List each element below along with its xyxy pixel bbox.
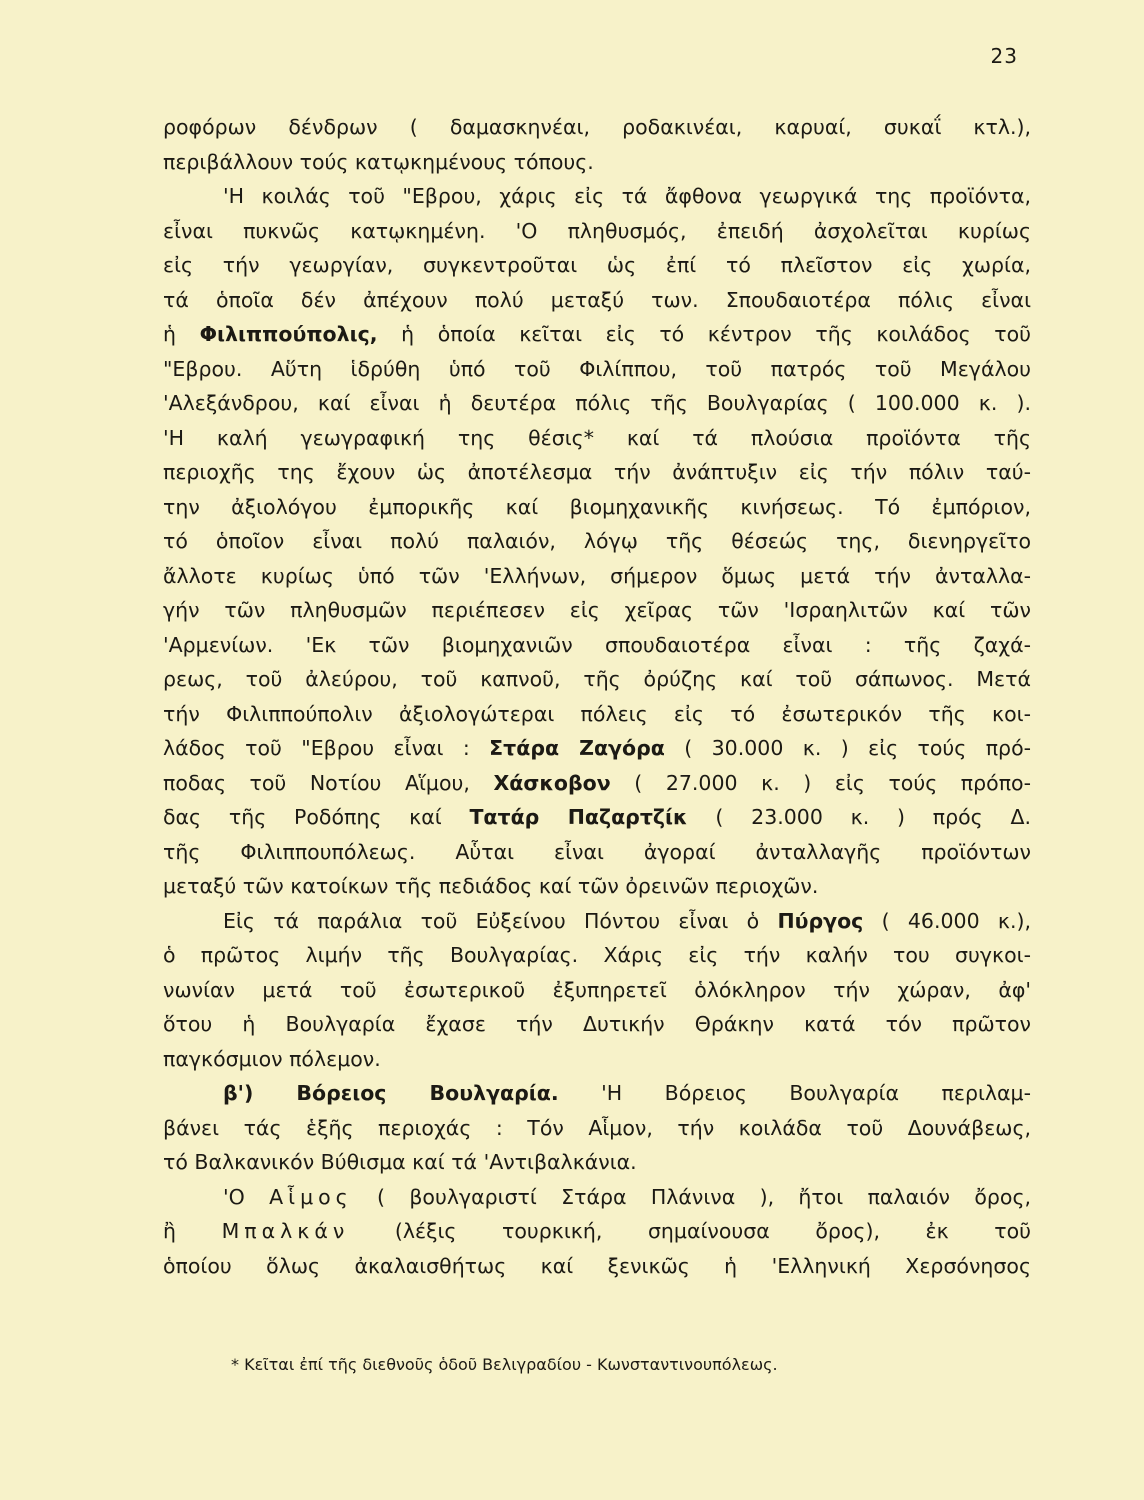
body-text [163, 110, 1031, 1283]
text-line: 'Ο Αἷμος ( βουλγαριστί Στάρα Πλάνινα ), ἤτοι παλαιόν ὄρος, [223, 1184, 1031, 1209]
text-line: εἶναι πυκνῶς κατῳκημένη. 'Ο πληθυσμός, ἐπειδή ἀσχολεῖται κυρίως [163, 218, 1031, 243]
footnote: * Κεῖται ἐπί τῆς διεθνοῦς ὁδοῦ Βελιγραδίου - Κωνσταντινουπόλεως. [231, 1355, 778, 1374]
text-line: β') Βόρειος Βουλγαρία. 'Η Βόρειος Βουλγαρία περιλαμ- [223, 1081, 1032, 1105]
text-line: Εἰς τά παράλια τοῦ Εὐξείνου Πόντου εἶναι ὁ Πύργος ( 46.000 κ.), [223, 908, 1032, 933]
page-number: 23 [990, 44, 1018, 68]
text-line: ὅτου ἡ Βουλγαρία ἔχασε τήν Δυτικήν Θράκην κατά τόν πρῶτον [163, 1012, 1031, 1036]
text-line: τῆς Φιλιππουπόλεως. Αὗται εἶναι ἀγοραί ἀνταλλαγῆς προϊόντων [163, 839, 1031, 864]
text-line: 'Αρμενίων. 'Εκ τῶν βιομηχανιῶν σπουδαιοτέρα εἶναι : τῆς ζαχά- [163, 632, 1031, 657]
text-line: εἰς τήν γεωργίαν, συγκεντροῦται ὡς ἐπί τό πλεῖστον εἰς χωρία, [163, 253, 1031, 277]
text-line: ἡ Φιλιππούπολις, ἡ ὁποία κεῖται εἰς τό κέντρον τῆς κοιλάδος τοῦ [163, 322, 1031, 346]
place-name-philippoupolis: Φιλιππούπολις, [199, 322, 378, 346]
text-line: παγκόσμιον πόλεμον. [163, 1046, 381, 1071]
text-line: νωνίαν μετά τοῦ ἐσωτερικοῦ ἐξυπηρετεῖ ὁλόκληρον τήν χώραν, ἀφ' [163, 977, 1031, 1002]
text-line: λάδος τοῦ "Εβρου εἶναι : Στάρα Ζαγόρα ( 30.000 κ. ) εἰς τούς πρό- [163, 736, 1032, 760]
text-line: ὁ πρῶτος λιμήν τῆς Βουλγαρίας. Χάρις εἰς τήν καλήν του συγκοι- [163, 943, 1031, 967]
text-line: τήν Φιλιππούπολιν ἀξιολογώτεραι πόλεις εἰς τό ἐσωτερικόν τῆς κοι- [163, 701, 1031, 726]
section-heading-north-bulgaria: β') Βόρειος Βουλγαρία. [223, 1081, 559, 1105]
place-name-pyrgos: Πύργος [777, 908, 864, 933]
term-aimos: Αἷμος [269, 1184, 353, 1209]
text-line: τό ὁποῖον εἶναι πολύ παλαιόν, λόγῳ τῆς θέσεώς της, διενηργεῖτο [163, 529, 1031, 553]
text-line: μεταξύ τῶν κατοίκων τῆς πεδιάδος καί τῶν ὀρεινῶν περιοχῶν. [163, 874, 819, 898]
text-line: ἄλλοτε κυρίως ὑπό τῶν 'Ελλήνων, σήμερον ὅμως μετά τήν ἀνταλλα- [163, 563, 1031, 588]
text-line: ρεως, τοῦ ἀλεύρου, τοῦ καπνοῦ, τῆς ὀρύζης καί τοῦ σάπωνος. Μετά [163, 667, 1031, 691]
text-line: "Εβρου. Αὕτη ἱδρύθη ὑπό τοῦ Φιλίππου, τοῦ πατρός τοῦ Μεγάλου [163, 356, 1031, 381]
text-line: ὁποίου ὅλως ἀκαλαισθήτως καί ξενικῶς ἡ 'Ελληνική Χερσόνησος [163, 1253, 1031, 1278]
text-line: την ἀξιολόγου ἐμπορικῆς καί βιομηχανικῆς κινήσεως. Τό ἐμπόριον, [163, 494, 1031, 519]
text-line: δας τῆς Ροδόπης καί Τατάρ Παζαρτζίκ ( 23.000 κ. ) πρός Δ. [163, 805, 1032, 829]
place-name-haskovo: Χάσκοβον [493, 770, 611, 795]
text-line: περιβάλλουν τούς κατῳκημένους τόπους. [163, 149, 594, 174]
term-balkan: Μπαλκάν [221, 1219, 350, 1243]
text-line: γήν τῶν πληθυσμῶν περιέπεσεν εἰς χεῖρας τῶν 'Ισραηλιτῶν καί τῶν [163, 598, 1031, 622]
text-line: βάνει τάς ἑξῆς περιοχάς : Τόν Αἷμον, τήν κοιλάδα τοῦ Δουνάβεως, [163, 1115, 1031, 1140]
text-line: ἢ Μπαλκάν (λέξις τουρκική, σημαίνουσα ὄρος), ἐκ τοῦ [163, 1219, 1032, 1243]
text-line: ροφόρων δένδρων ( δαμασκηνέαι, ροδακινέαι, καρυαί, συκαΐ κτλ.), [163, 115, 1031, 139]
text-line: 'Η καλή γεωγραφική της θέσις* καί τά πλούσια προϊόντα τῆς [163, 425, 1031, 450]
place-name-tatar-pazardzhik: Τατάρ Παζαρτζίκ [469, 805, 688, 829]
text-line: ποδας τοῦ Νοτίου Αἵμου, Χάσκοβον ( 27.000 κ. ) εἰς τούς πρόπο- [163, 770, 1031, 795]
text-line: 'Η κοιλάς τοῦ "Εβρου, χάρις εἰς τά ἄφθονα γεωργικά της προϊόντα, [223, 184, 1031, 208]
text-line: 'Αλεξάνδρου, καί εἶναι ἡ δευτέρα πόλις τῆς Βουλγαρίας ( 100.000 κ. ). [163, 391, 1031, 415]
text-line: τά ὁποῖα δέν ἀπέχουν πολύ μεταξύ των. Σπουδαιοτέρα πόλις εἶναι [163, 287, 1031, 312]
text-line: περιοχῆς της ἔχουν ὡς ἀποτέλεσμα τήν ἀνάπτυξιν εἰς τήν πόλιν ταύ- [163, 460, 1031, 484]
place-name-stara-zagora: Στάρα Ζαγόρα [489, 736, 665, 760]
text-line: τό Βαλκανικόν Βύθισμα καί τά 'Αντιβαλκάνια. [163, 1150, 637, 1174]
